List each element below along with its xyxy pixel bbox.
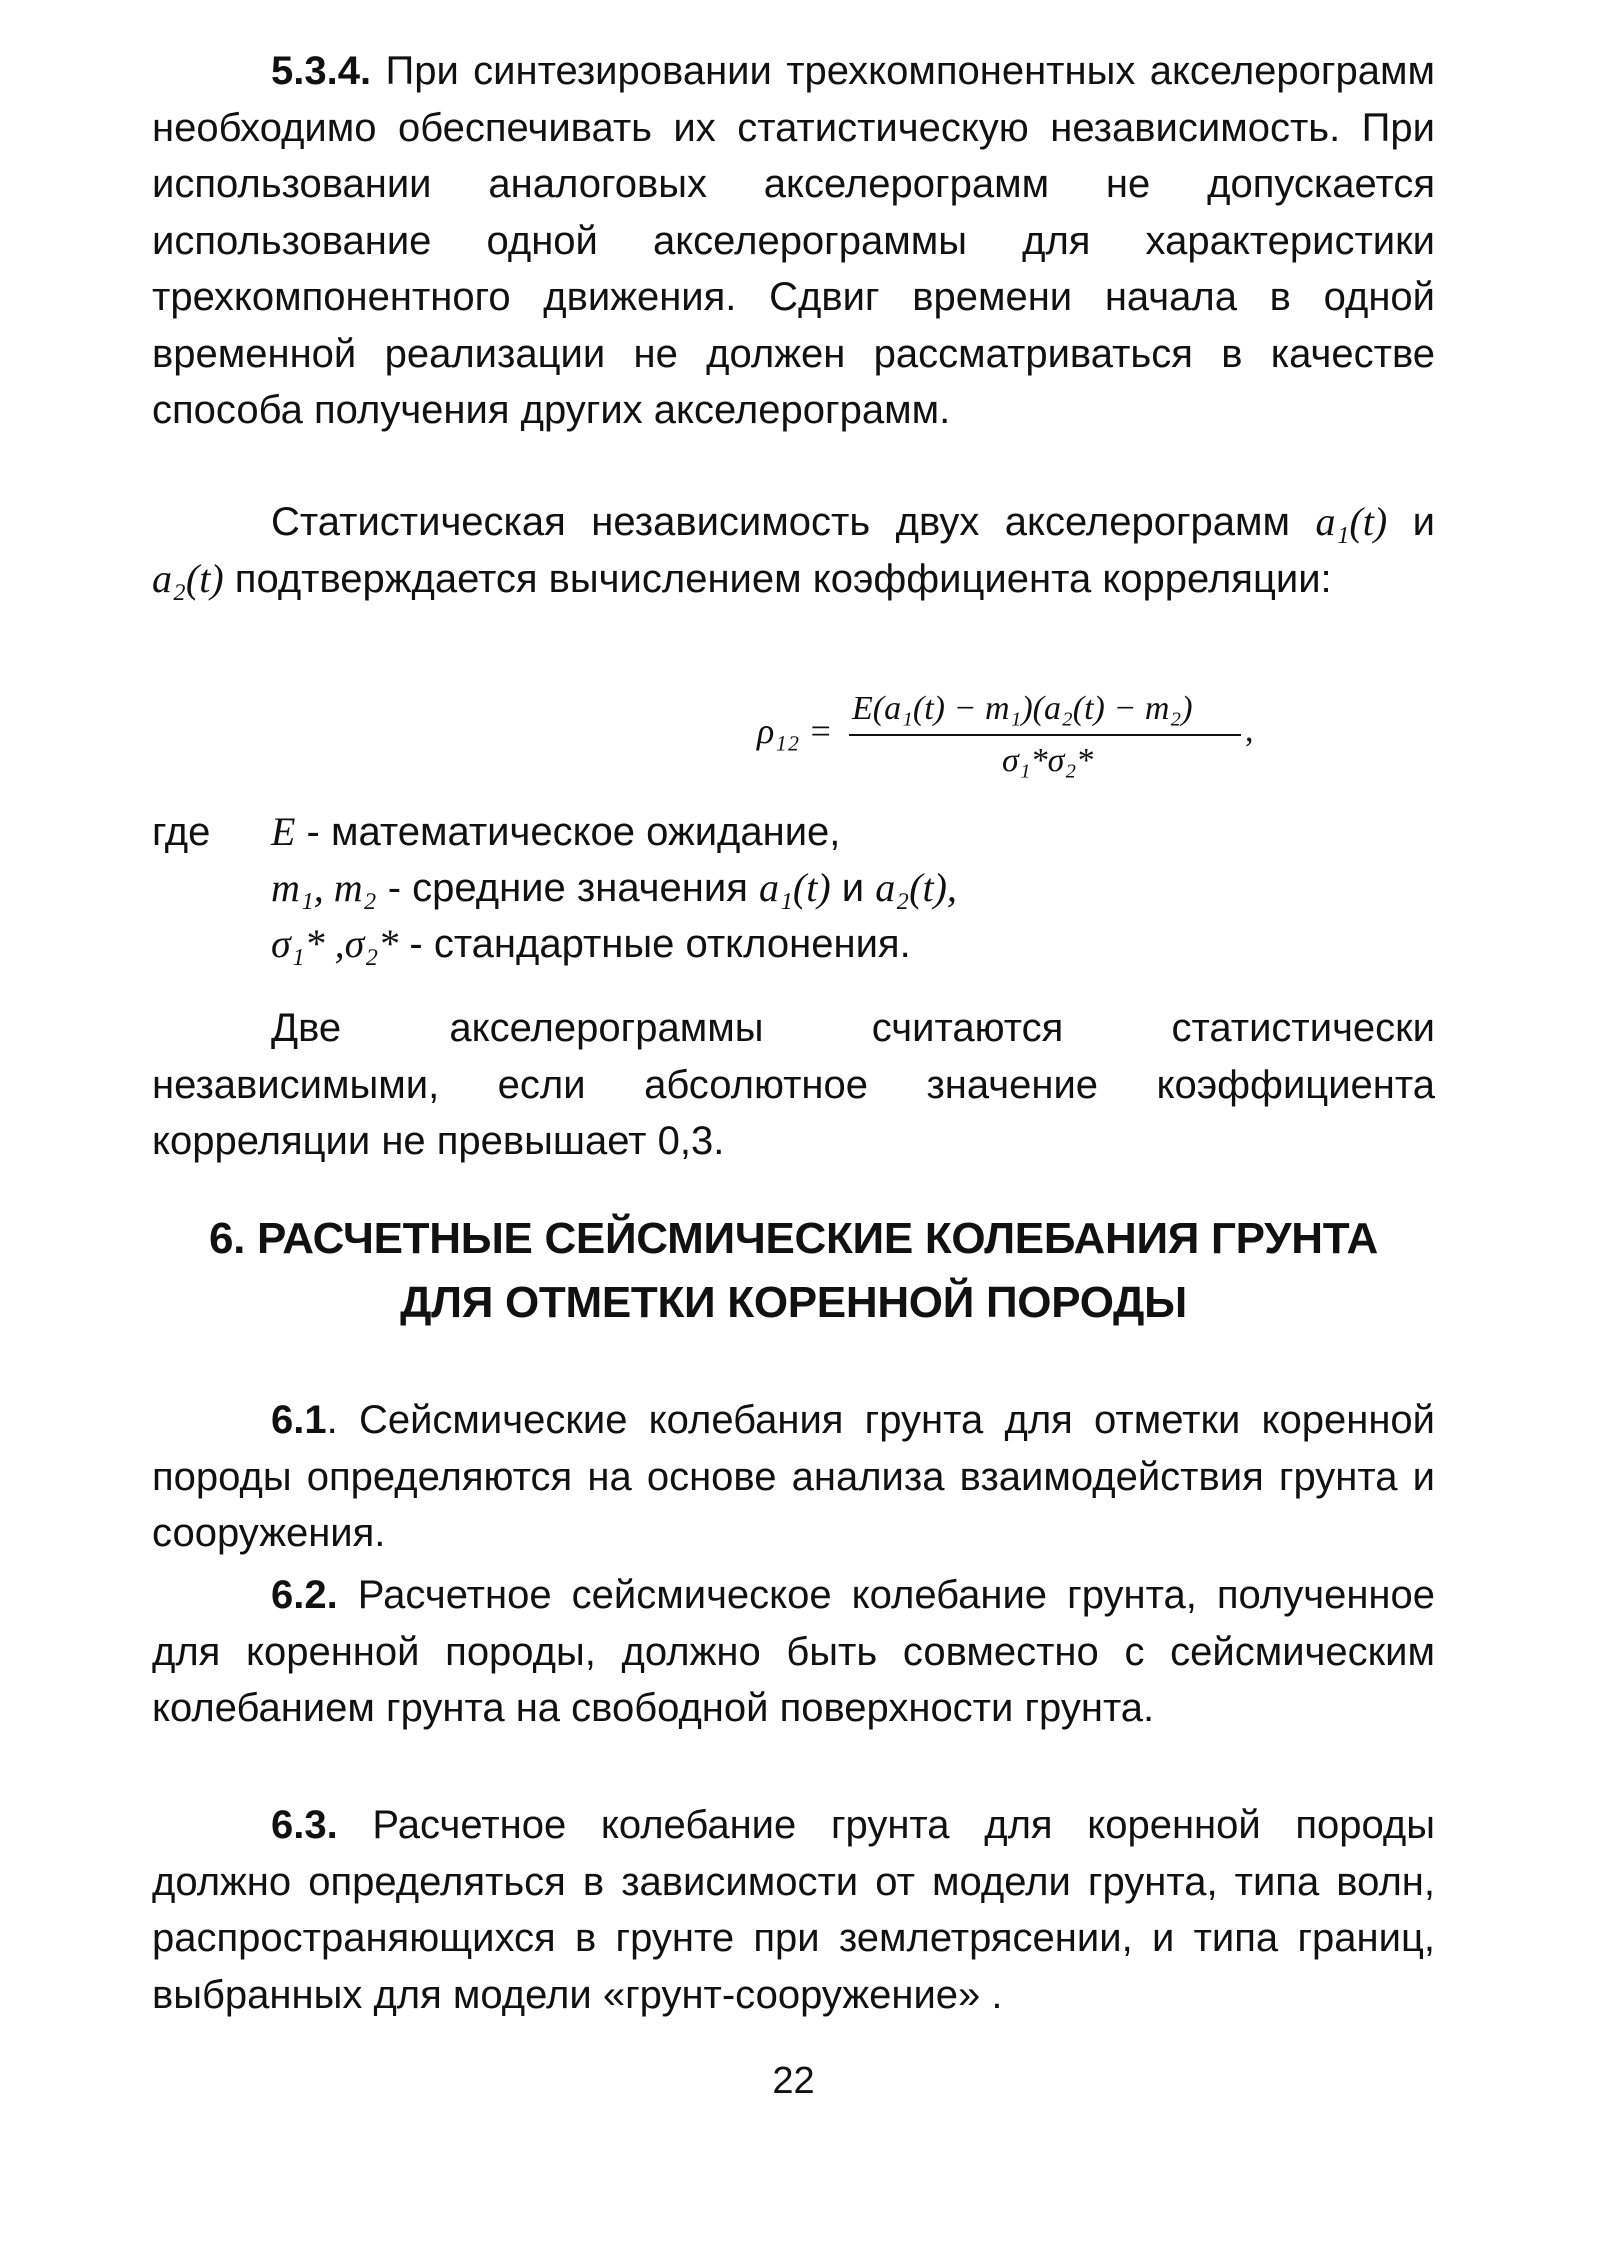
paragraph-two-accelerograms <box>152 1000 1435 1170</box>
heading-line-1: 6. РАСЧЕТНЫЕ СЕЙСМИЧЕСКИЕ КОЛЕБАНИЯ ГРУНТА <box>209 1214 1378 1263</box>
symbol-a1: a₁(t) <box>758 865 831 910</box>
symbol-a2: a₂(t), <box>875 865 957 910</box>
definition-text: - средние значения <box>376 866 759 910</box>
where-label: где <box>152 810 211 854</box>
paragraph-5-3-4 <box>152 43 1435 439</box>
page-number: 22 <box>772 2060 815 2102</box>
paragraph-text: Расчетное сейсмическое колебание грунта, полученное для коренной породы, должно быть совместно с сейсмическим колебанием грунта на свободной поверхности грунта. <box>152 1573 1435 1730</box>
conjunction: и <box>830 866 876 910</box>
clause-number: 5.3.4. <box>271 49 372 93</box>
paragraph-text: Расчетное колебание грунта для коренной породы должно определяться в зависимости от модели грунта, типа волн, распространяющихся в грунте при землетрясении, и типа границ, выбранных для модели «грунт-сооружение» . <box>152 1803 1435 2017</box>
clause-number: 6.3. <box>271 1803 338 1847</box>
formula-lhs: ρ₁₂ = <box>757 711 833 751</box>
formula-comma: , <box>1245 712 1254 749</box>
symbol-m1-m2: m₁, m₂ <box>271 865 377 910</box>
definition-m <box>152 860 1435 916</box>
symbol-a1: a₁(t) <box>1315 499 1388 544</box>
clause-number: 6.2. <box>271 1573 338 1617</box>
section-6-heading <box>132 1207 1455 1335</box>
where-definitions <box>152 804 1435 972</box>
paragraph-text: Статистическая независимость двух акселерограмм <box>271 500 1291 544</box>
paragraph-text: При синтезировании трехкомпонентных акселерограмм необходимо обеспечивать их статистическую независимость. При использовании аналоговых акселерограмм не допускается использование одной акселерограммы для характеристики трехкомпонентного движения. Сдвиг времени начала в одной временной реализации не должен рассматриваться в качестве способа получения других акселерограмм. <box>152 49 1435 432</box>
fraction-bar <box>849 734 1241 736</box>
formula-numerator: E(a₁(t) − m₁)(a₂(t) − m₂) <box>852 690 1193 727</box>
heading-line-2: ДЛЯ ОТМЕТКИ КОРЕННОЙ ПОРОДЫ <box>400 1278 1187 1327</box>
definition-e <box>152 804 1435 860</box>
symbol-a2: a₂(t) <box>152 555 224 601</box>
definition-sigma <box>152 916 1435 972</box>
paragraph-text: подтверждается вычислением коэффициента корреляции: <box>234 556 1332 601</box>
paragraph-text: Две акселерограммы считаются статистически независимыми, если абсолютное значение коэффициента корреляции не превышает 0,3. <box>152 1006 1435 1163</box>
correlation-formula <box>757 690 1277 800</box>
clause-number: 6.1 <box>271 1398 327 1442</box>
symbol-sigma: σ₁* ,σ₂* <box>271 921 399 966</box>
paragraph-statistical-independence <box>152 494 1435 607</box>
formula-denominator: σ₁*σ₂* <box>1002 742 1094 779</box>
paragraph-6-1 <box>152 1392 1435 1562</box>
paragraph-6-2 <box>152 1567 1435 1737</box>
paragraph-text: . Сейсмические колебания грунта для отметки коренной породы определяются на основе анализа взаимодействия грунта и сооружения. <box>152 1398 1435 1555</box>
definition-text: - математическое ожидание, <box>295 810 841 854</box>
conjunction: и <box>1412 500 1435 544</box>
paragraph-6-3 <box>152 1797 1435 2023</box>
symbol-e: E <box>271 809 296 854</box>
definition-text: - стандартные отклонения. <box>398 922 911 966</box>
